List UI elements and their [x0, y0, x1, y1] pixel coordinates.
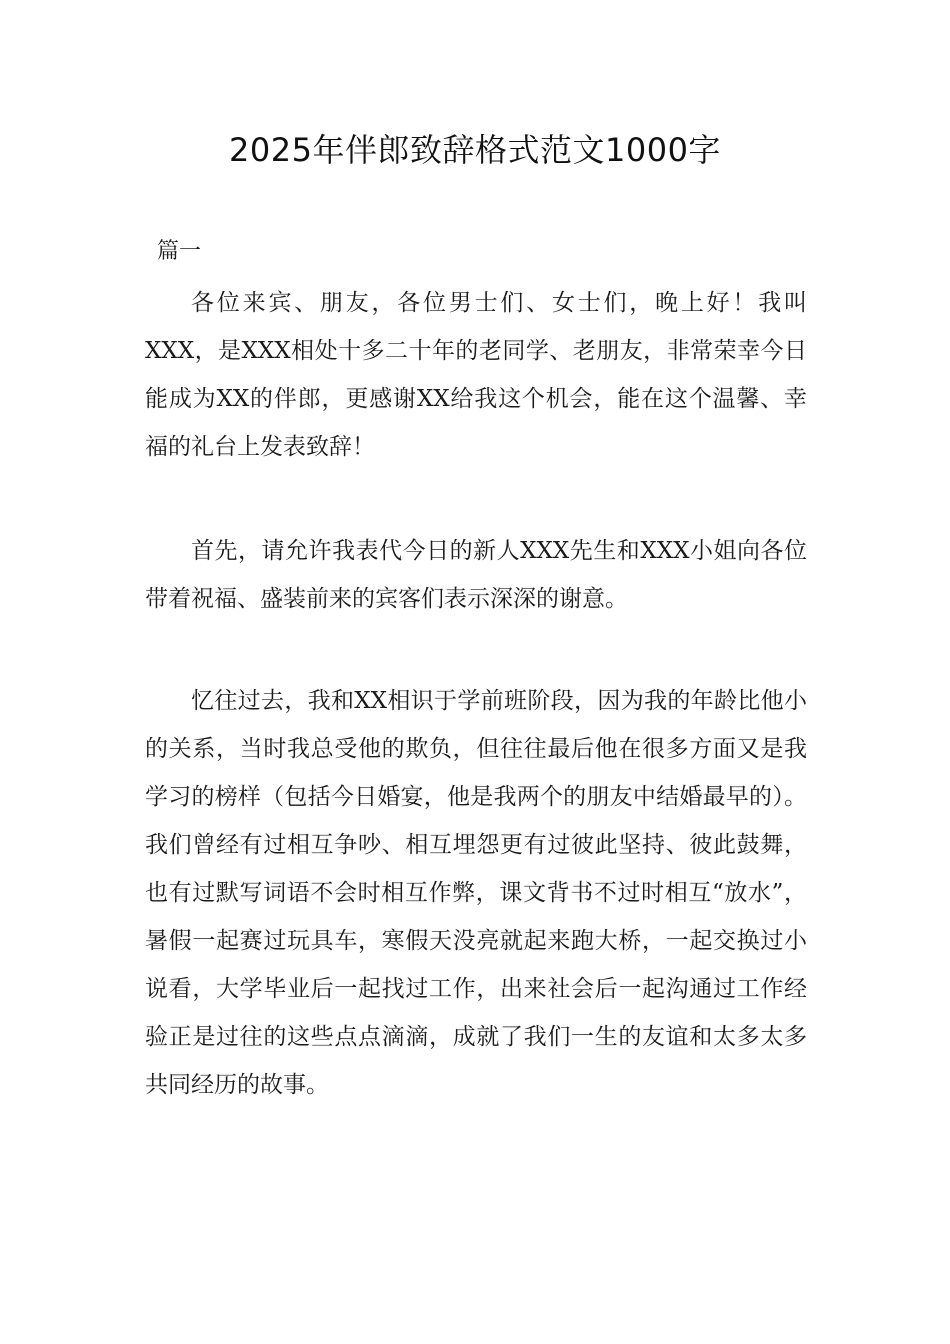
paragraph-greeting — [145, 279, 807, 471]
paragraph-text: 首先，请允许我表代今日的新人XXX先生和XXX小姐向各位带着祝福、盛装前来的宾客们表示深深的谢意。 — [145, 538, 807, 612]
paragraph-thanks — [145, 527, 807, 623]
section-label: 篇一 — [157, 239, 202, 264]
paragraph-text: 忆往过去，我和XX相识于学前班阶段，因为我的年龄比他小的关系，当时我总受他的欺负，但往往最后他在很多方面又是我学习的榜样（包括今日婚宴，他是我两个的朋友中结婚最早的）。我们曾经有过相互争吵、相互埋怨更有过彼此坚持、彼此鼓舞，也有过默写词语不会时相互作弊，课文背书不过时相互“放水”，暑假一起赛过玩具车，寒假天没亮就起来跑大桥，一起交换过小说看，大学毕业后一起找过工作，出来社会后一起沟通过工作经验正是过往的这些点点滴滴，成就了我们一生的友谊和太多太多共同经历的故事。 — [145, 688, 807, 1098]
paragraph-memories — [145, 677, 807, 1109]
document-title: 2025年伴郎致辞格式范文1000字 — [229, 131, 721, 169]
paragraph-text: 各位来宾、朋友，各位男士们、女士们，晚上好！我叫XXX，是XXX相处十多二十年的老同学、老朋友，非常荣幸今日能成为XX的伴郎，更感谢XX给我这个机会，能在这个温馨、幸福的礼台上发表致辞！ — [145, 290, 807, 460]
